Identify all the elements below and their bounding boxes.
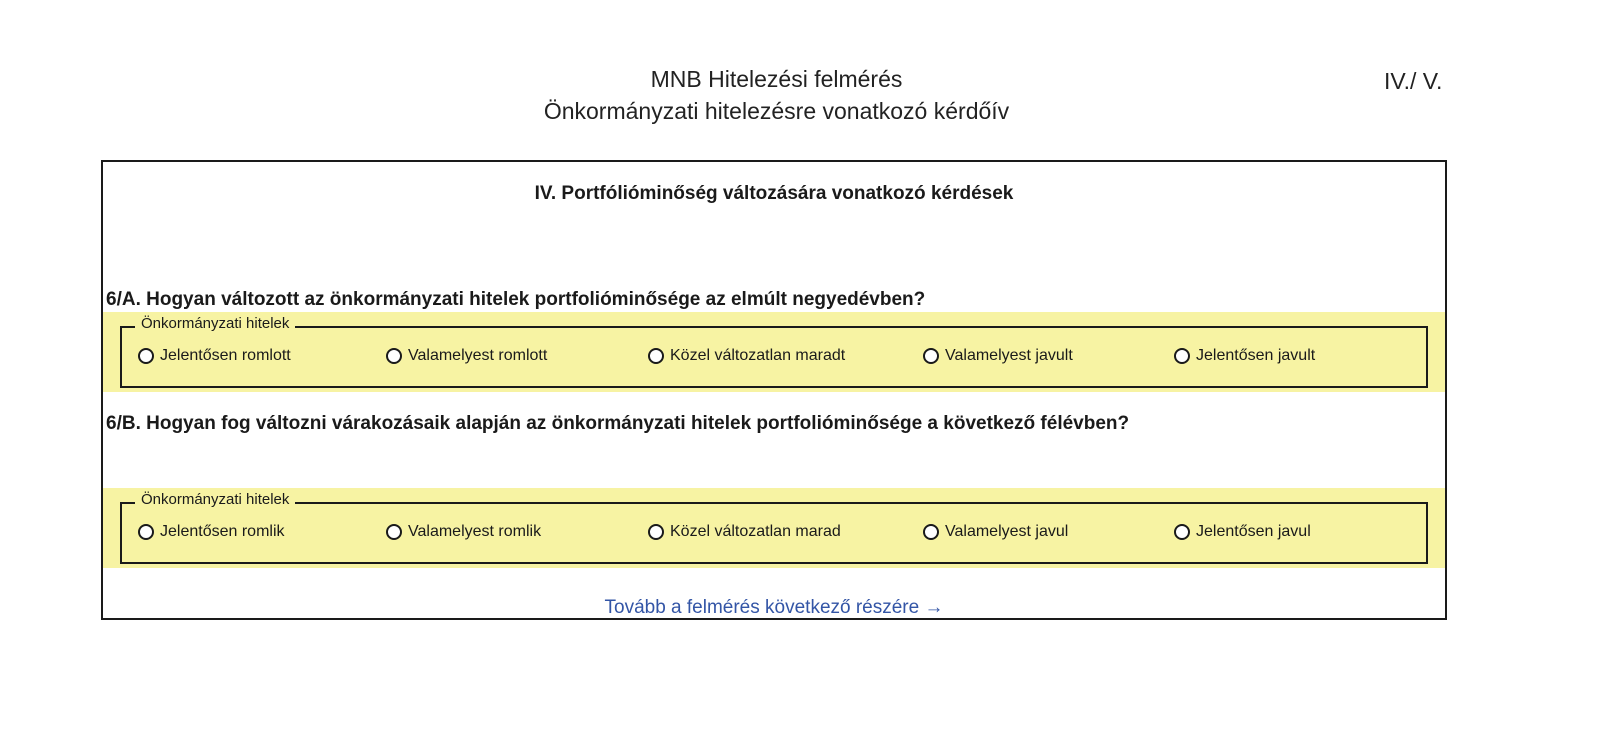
option-label: Jelentősen javul xyxy=(1196,523,1311,540)
question-6a-text: 6/A. Hogyan változott az önkormányzati hitelek portfolióminősége az elmúlt negyedévben? xyxy=(106,289,926,310)
option-6a-significantly-improved[interactable] xyxy=(1174,345,1315,367)
option-6b-somewhat-worsen[interactable] xyxy=(386,521,541,543)
section-heading: IV. Portfólióminőség változására vonatkozó kérdések xyxy=(534,183,1014,204)
radio-button[interactable] xyxy=(386,348,402,364)
question-6b-answer-band xyxy=(103,488,1445,568)
survey-title: MNB Hitelezési felmérés xyxy=(650,66,903,92)
option-label: Valamelyest romlott xyxy=(408,347,548,364)
option-6b-nearly-unchanged[interactable] xyxy=(648,521,841,543)
option-6a-nearly-unchanged[interactable] xyxy=(648,345,845,367)
option-6b-significantly-improve[interactable] xyxy=(1174,521,1311,543)
option-label: Valamelyest javul xyxy=(945,523,1069,540)
radio-button[interactable] xyxy=(648,524,664,540)
option-label: Valamelyest javult xyxy=(945,347,1073,364)
option-label: Jelentősen javult xyxy=(1196,347,1316,364)
question-6a-answer-band xyxy=(103,312,1445,392)
radio-button[interactable] xyxy=(1174,348,1190,364)
option-6b-significantly-worsen[interactable] xyxy=(138,521,285,543)
radio-button[interactable] xyxy=(923,524,939,540)
question-6b-radio-group xyxy=(120,491,1428,564)
next-section-link[interactable]: Tovább a felmérés következő részére → xyxy=(604,597,944,618)
page-number: IV./ V. xyxy=(1384,68,1443,94)
option-label: Közel változatlan marad xyxy=(670,523,841,540)
option-label: Jelentősen romlott xyxy=(160,347,291,364)
survey-subtitle: Önkormányzati hitelezésre vonatkozó kérdőív xyxy=(543,98,1010,124)
option-label: Közel változatlan maradt xyxy=(670,347,846,364)
option-6a-somewhat-improved[interactable] xyxy=(923,345,1073,367)
question-6b-text: 6/B. Hogyan fog változni várakozásaik alapján az önkormányzati hitelek portfolióminősége a következő félévben? xyxy=(106,413,1130,434)
radio-button[interactable] xyxy=(648,348,664,364)
option-6a-significantly-worsened[interactable] xyxy=(138,345,291,367)
radio-button[interactable] xyxy=(923,348,939,364)
option-label: Valamelyest romlik xyxy=(408,523,542,540)
option-label: Jelentősen romlik xyxy=(160,523,285,540)
question-6b-group-label: Önkormányzati hitelek xyxy=(135,491,295,508)
radio-button[interactable] xyxy=(1174,524,1190,540)
radio-button[interactable] xyxy=(386,524,402,540)
questionnaire-form xyxy=(101,160,1447,620)
question-6a-group-label: Önkormányzati hitelek xyxy=(135,315,295,332)
question-6a-radio-group xyxy=(120,315,1428,388)
radio-button[interactable] xyxy=(138,524,154,540)
option-6b-somewhat-improve[interactable] xyxy=(923,521,1068,543)
option-6a-somewhat-worsened[interactable] xyxy=(386,345,547,367)
radio-button[interactable] xyxy=(138,348,154,364)
